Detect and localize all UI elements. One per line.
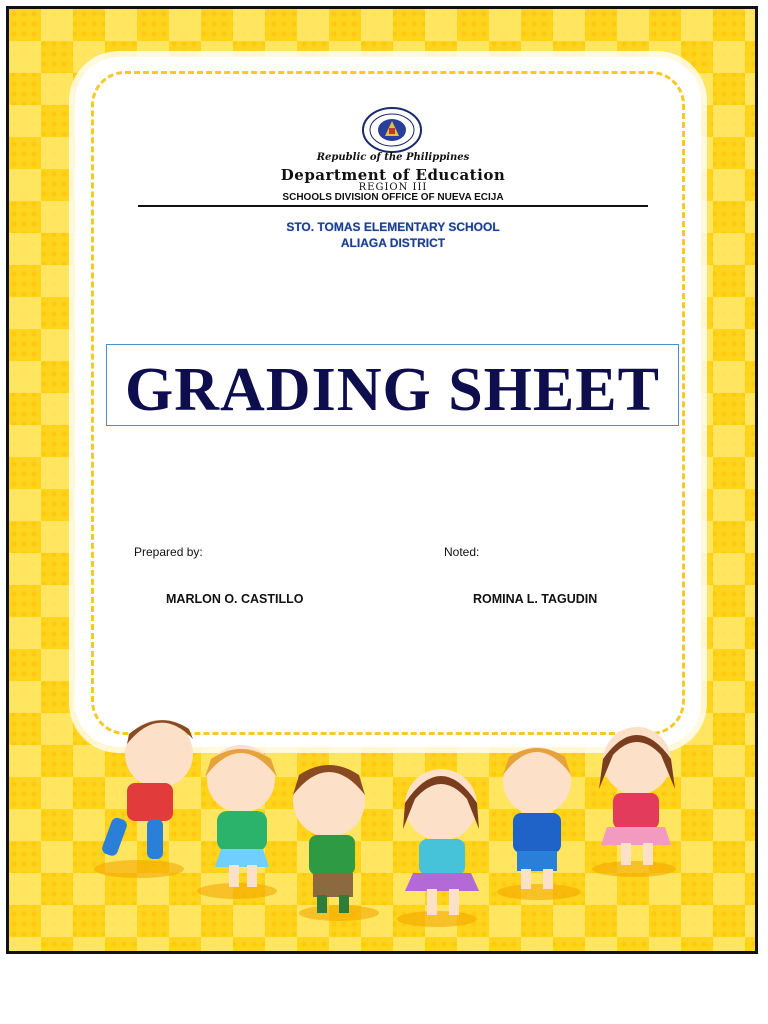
prepared-by-label: Prepared by: (134, 545, 203, 559)
children-illustration (9, 699, 758, 954)
kid-blue-jacket-icon (503, 747, 571, 889)
kid-brown-pants-icon (293, 765, 365, 913)
prepared-by-name: MARLON O. CASTILLO (166, 592, 304, 606)
school-name: STO. TOMAS ELEMENTARY SCHOOL (286, 220, 500, 234)
kid-pink-dress-icon (599, 727, 675, 865)
header-division: SCHOOLS DIVISION OFFICE OF NUEVA ECIJA (282, 192, 504, 203)
header-department: Department of Education (280, 166, 506, 184)
header-republic: Republic of the Philippines (316, 152, 470, 163)
kid-purple-skirt-icon (403, 769, 479, 915)
title-box (106, 344, 679, 426)
deped-seal-icon (361, 106, 423, 154)
noted-name: ROMINA L. TAGUDIN (473, 592, 598, 606)
document-title: GRADING SHEET (125, 356, 660, 424)
shadows-icon (94, 860, 676, 927)
kid-green-shirt-icon (205, 745, 277, 887)
kid-red-shirt-icon (100, 720, 193, 859)
header-region: REGION III (358, 182, 428, 193)
noted-label: Noted: (444, 545, 480, 559)
school-district: ALIAGA DISTRICT (340, 236, 446, 250)
cover-page (6, 6, 758, 954)
header-divider (138, 205, 648, 207)
